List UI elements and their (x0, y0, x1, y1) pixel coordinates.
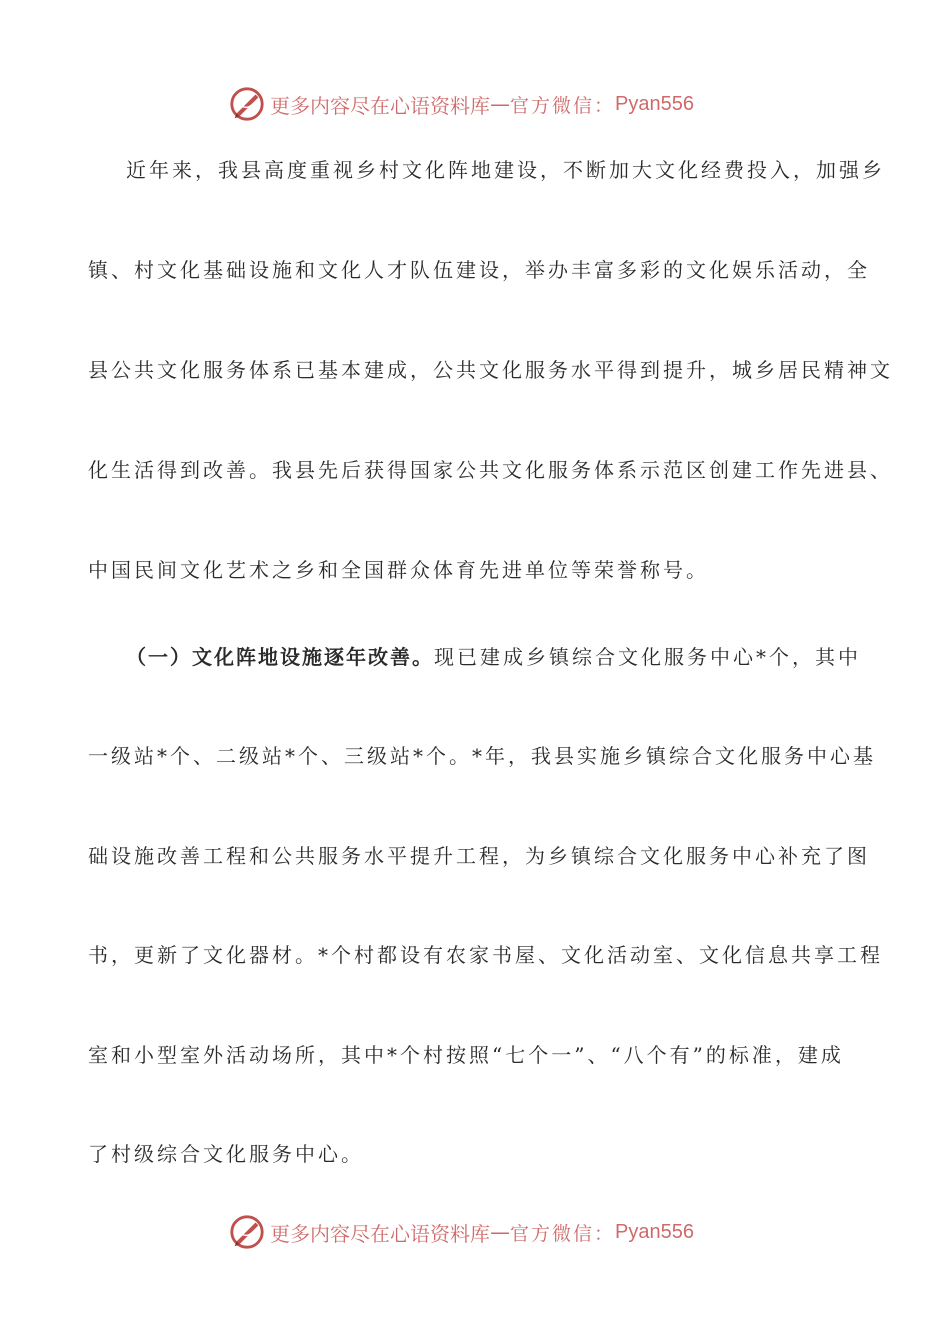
paragraph-line-rest: 现已建成乡镇综合文化服务中心*个，其中 (434, 645, 861, 669)
watermark-header (228, 84, 694, 124)
paragraph-line: 中国民间文化艺术之乡和全国群众体育先进单位等荣誉称号。 (88, 558, 709, 582)
watermark-account: Pyan556 (615, 92, 694, 115)
watermark-separator: — (490, 1220, 510, 1244)
paragraph-line: 镇、村文化基础设施和文化人才队伍建设，举办丰富多彩的文化娱乐活动，全 (88, 258, 870, 282)
paragraph-line: 县公共文化服务体系已基本建成，公共文化服务水平得到提升，城乡居民精神文 (88, 358, 893, 382)
paragraph-line: 一级站*个、二级站*个、三级站*个。*年，我县实施乡镇综合文化服务中心基 (88, 744, 876, 768)
watermark-footer (228, 1212, 694, 1252)
paragraph-line: 室和小型室外活动场所，其中*个村按照“七个一”、“八个有”的标准，建成 (88, 1043, 844, 1067)
paragraph-line: 书，更新了文化器材。*个村都设有农家书屋、文化活动室、文化信息共享工程 (88, 943, 883, 967)
watermark-text: 更多内容尽在心语资料库 (270, 1221, 490, 1246)
watermark-label: 官方微信： (510, 94, 616, 117)
watermark-label: 官方微信： (510, 1222, 616, 1245)
watermark-separator: — (490, 92, 510, 116)
paragraph-line: 础设施改善工程和公共服务水平提升工程，为乡镇综合文化服务中心补充了图 (88, 844, 870, 868)
paragraph-line: 近年来，我县高度重视乡村文化阵地建设，不断加大文化经费投入，加强乡 (126, 158, 885, 182)
pen-logo-icon (228, 1213, 266, 1251)
watermark-account: Pyan556 (615, 1220, 694, 1243)
watermark-text: 更多内容尽在心语资料库 (270, 93, 490, 118)
pen-logo-icon (228, 85, 266, 123)
section-heading: （一）文化阵地设施逐年改善。 (126, 645, 434, 669)
paragraph-line: 了村级综合文化服务中心。 (88, 1142, 364, 1166)
paragraph-line: 化生活得到改善。我县先后获得国家公共文化服务体系示范区创建工作先进县、 (88, 458, 893, 482)
paragraph-first-line (126, 643, 926, 671)
